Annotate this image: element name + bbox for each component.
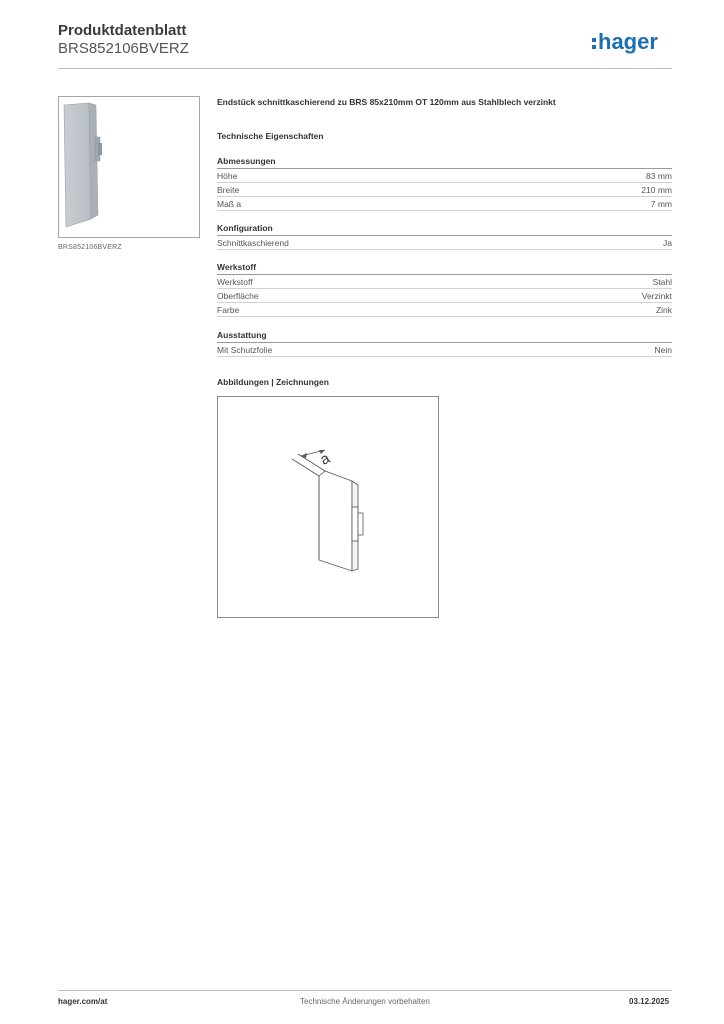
property-label: Maß a bbox=[217, 199, 242, 209]
hager-logo bbox=[592, 29, 676, 55]
product-image bbox=[58, 96, 200, 238]
property-value: 210 mm bbox=[641, 185, 672, 195]
group-title: Ausstattung bbox=[217, 330, 672, 343]
technical-drawing bbox=[217, 396, 439, 618]
property-label: Breite bbox=[217, 185, 240, 195]
property-value: Stahl bbox=[652, 277, 672, 287]
property-value: Zink bbox=[655, 305, 672, 315]
property-label: Schnittkaschierend bbox=[217, 238, 289, 248]
product-description: Endstück schnittkaschierend zu BRS 85x210mm OT 120mm aus Stahlblech verzinkt bbox=[217, 97, 556, 107]
product-photo-graphic bbox=[59, 97, 199, 237]
footer-date: 03.12.2025 bbox=[629, 997, 670, 1006]
properties-title: Technische Eigenschaften bbox=[217, 131, 324, 141]
group-title: Werkstoff bbox=[217, 262, 672, 275]
property-label: Mit Schutzfolie bbox=[217, 345, 273, 355]
property-row bbox=[217, 197, 672, 211]
footer-website[interactable]: hager.com/at bbox=[58, 997, 108, 1006]
property-value: Verzinkt bbox=[641, 291, 672, 301]
footer-divider bbox=[58, 990, 672, 991]
group-ausstattung bbox=[217, 330, 672, 357]
property-row bbox=[217, 236, 672, 250]
property-label: Werkstoff bbox=[217, 277, 253, 287]
property-row bbox=[217, 303, 672, 317]
document-title: Produktdatenblatt bbox=[58, 22, 187, 39]
group-werkstoff bbox=[217, 262, 672, 317]
group-title: Abmessungen bbox=[217, 156, 672, 169]
footer-note: Technische Änderungen vorbehalten bbox=[300, 997, 430, 1006]
drawings-title: Abbildungen | Zeichnungen bbox=[217, 377, 329, 387]
property-row bbox=[217, 289, 672, 303]
article-number: BRS852106BVERZ bbox=[58, 40, 189, 57]
svg-text:hager: hager bbox=[598, 29, 658, 54]
property-row bbox=[217, 343, 672, 357]
property-row bbox=[217, 275, 672, 289]
dimension-label: a bbox=[317, 449, 333, 469]
property-value: Ja bbox=[663, 238, 672, 248]
header-divider bbox=[58, 68, 672, 69]
property-label: Höhe bbox=[217, 171, 238, 181]
property-label: Farbe bbox=[217, 305, 240, 315]
group-konfiguration bbox=[217, 223, 672, 250]
property-row bbox=[217, 183, 672, 197]
group-title: Konfiguration bbox=[217, 223, 672, 236]
property-row bbox=[217, 169, 672, 183]
property-label: Oberfläche bbox=[217, 291, 259, 301]
technical-drawing-graphic bbox=[218, 397, 438, 617]
property-value: 83 mm bbox=[646, 171, 672, 181]
product-image-caption: BRS852106BVERZ bbox=[58, 244, 122, 251]
property-value: Nein bbox=[654, 345, 672, 355]
group-abmessungen bbox=[217, 156, 672, 211]
property-value: 7 mm bbox=[650, 199, 672, 209]
